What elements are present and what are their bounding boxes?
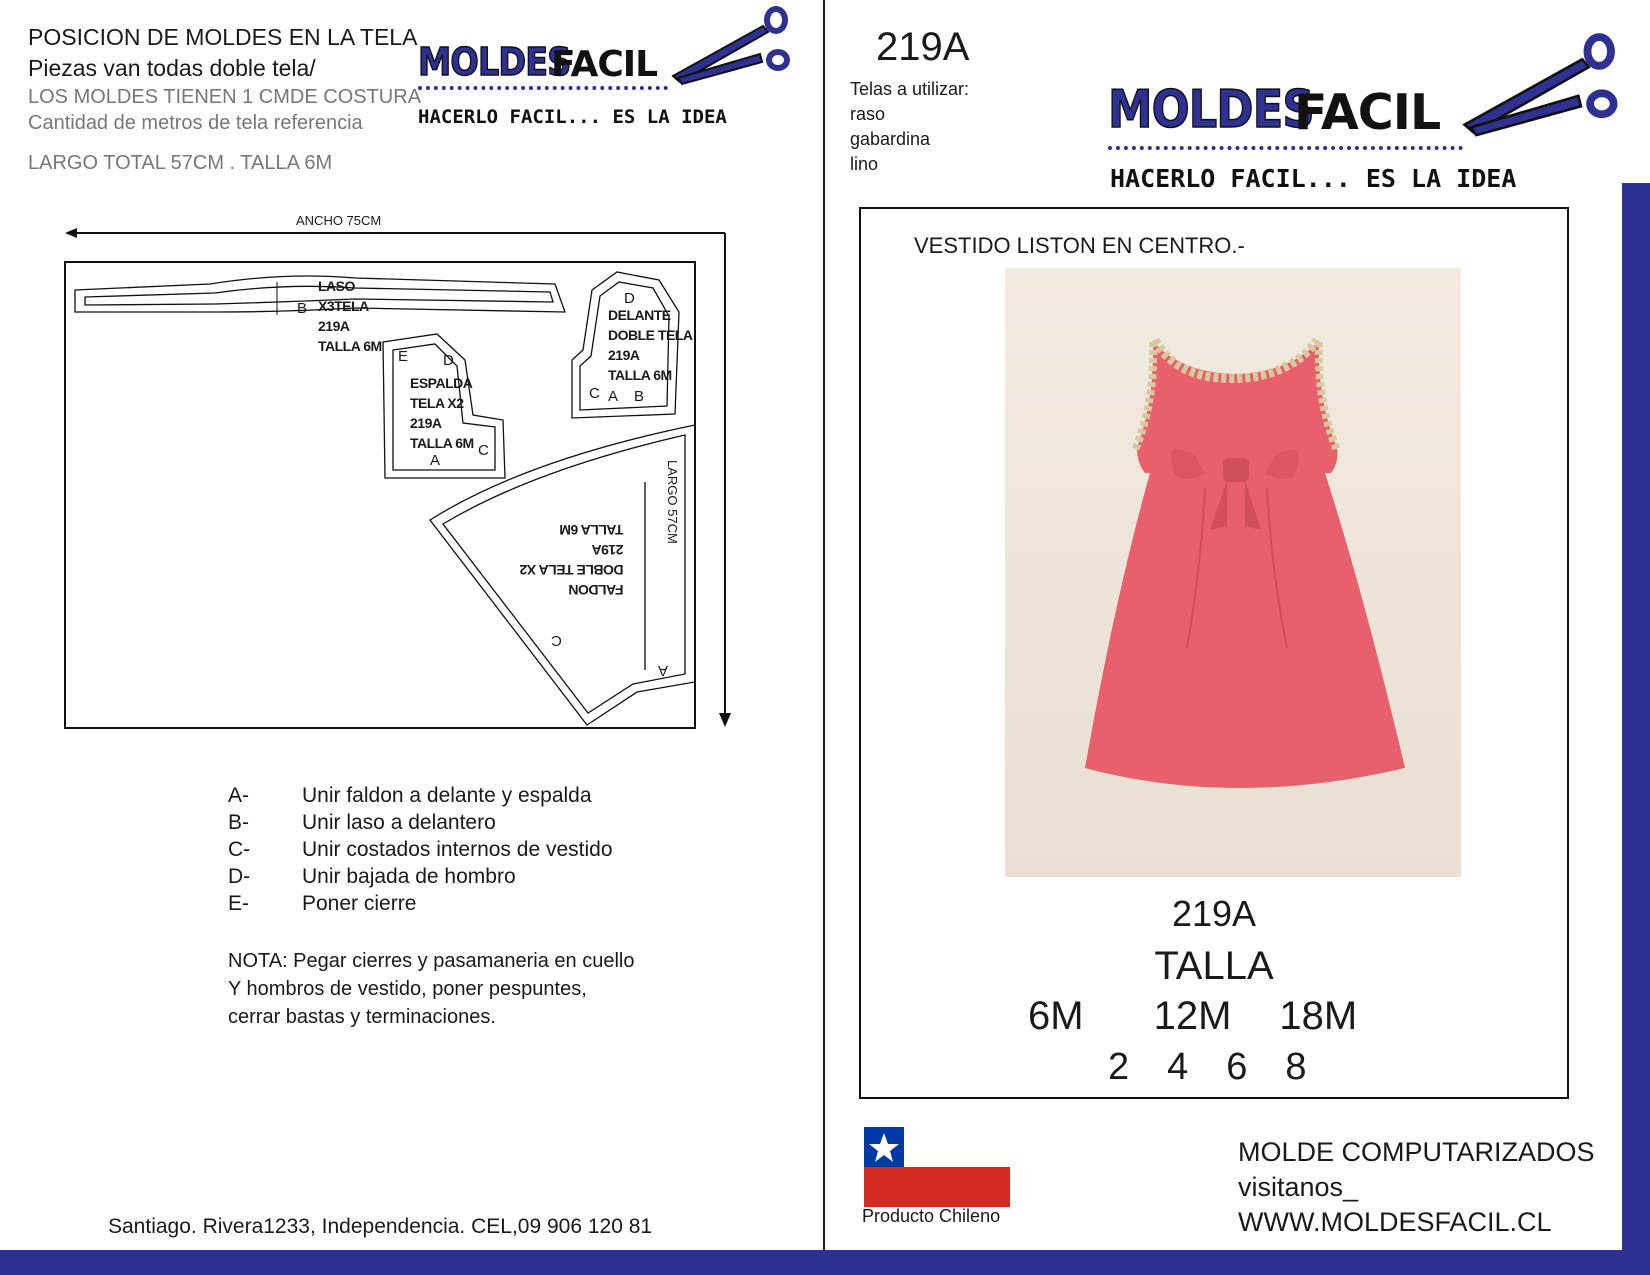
scissors-icon xyxy=(668,6,798,96)
scissors-icon xyxy=(1458,32,1628,152)
vestido-title: VESTIDO LISTON EN CENTRO.- xyxy=(914,233,1245,258)
instructions-list xyxy=(228,782,613,917)
delante-letter-d: D xyxy=(624,290,635,307)
pattern-layout xyxy=(55,220,755,740)
left-header-note: LOS MOLDES TIENEN 1 CMDE COSTURA xyxy=(28,86,422,108)
delante-letter-a: A xyxy=(608,388,619,405)
espalda-letter-a: A xyxy=(430,452,441,469)
sizes-row-1: 6M 12M 18M xyxy=(1028,994,1358,1038)
faldon-label: FALDON DOBLE TELA X2 219A TALLA 6M xyxy=(520,522,624,598)
logo-tagline: HACERLO FACIL... ES LA IDEA xyxy=(1110,164,1517,193)
molde-info: MOLDE COMPUTARIZADOS visitanos_ WWW.MOLDESFACIL.CL xyxy=(1238,1135,1595,1240)
espalda-letter-c: C xyxy=(478,442,489,459)
dress-illustration xyxy=(1005,268,1461,877)
faldon-letter-a: A xyxy=(658,662,669,679)
espalda-label: ESPALDA TELA X2 219A TALLA 6M xyxy=(410,375,474,451)
instruction-row: B- Unir laso a delantero xyxy=(228,811,496,834)
laso-label: LASO X3TELA 219A TALLA 6M xyxy=(318,278,382,354)
espalda-letter-d: D xyxy=(443,352,454,369)
ancho-label: ANCHO 75CM xyxy=(296,213,382,228)
delante-letter-c: C xyxy=(589,385,600,402)
logo-tagline: HACERLO FACIL... ES LA IDEA xyxy=(418,106,727,128)
address-text: Santiago. Rivera1233, Independencia. CEL,09 906 120 81 xyxy=(108,1215,653,1238)
logo-right xyxy=(1108,80,1628,200)
instruction-row: C- Unir costados internos de vestido xyxy=(228,838,613,861)
logo-word-moldes: MOLDES xyxy=(1108,80,1314,140)
left-header-title: POSICION DE MOLDES EN LA TELA xyxy=(28,24,418,50)
size-code: 219A xyxy=(1171,893,1257,934)
page-divider xyxy=(823,0,825,1250)
instruction-row: D- Unir bajada de hombro xyxy=(228,865,516,888)
delante-letter-b: B xyxy=(634,388,645,405)
nota-text: NOTA: Pegar cierres y pasamaneria en cuello Y hombros de vestido, poner pespuntes, cerrar bastas y terminaciones. xyxy=(228,950,635,1028)
dress-photo xyxy=(1005,268,1461,877)
telas-list: Telas a utilizar: raso gabardina lino xyxy=(850,79,970,174)
sizes-row-2: 2 4 6 8 xyxy=(1108,1046,1307,1088)
logo-left xyxy=(418,36,803,136)
delante-label: DELANTE DOBLE TELA 219A TALLA 6M xyxy=(608,307,693,383)
chile-flag-icon xyxy=(864,1127,1010,1207)
logo-word-facil: FACIL xyxy=(551,44,658,85)
instruction-row: A- Unir faldon a delante y espalda xyxy=(228,784,592,807)
faldon-letter-c: C xyxy=(551,632,562,649)
logo-word-moldes: MOLDES xyxy=(418,40,571,84)
pattern-code: 219A xyxy=(876,25,970,69)
producto-label: Producto Chileno xyxy=(862,1206,1001,1226)
espalda-letter-e: E xyxy=(398,348,409,365)
website-link[interactable]: WWW.MOLDESFACIL.CL xyxy=(1238,1207,1552,1237)
left-header-subtitle: Piezas van todas doble tela/ xyxy=(28,55,316,81)
largo-label: LARGO 57CM xyxy=(665,460,680,544)
logo-word-facil: FACIL xyxy=(1294,84,1441,141)
logo-dotted-line xyxy=(1108,146,1463,150)
bottom-bar xyxy=(0,1250,1650,1275)
laso-letter-b: B xyxy=(297,300,308,317)
instruction-row: E- Poner cierre xyxy=(228,892,417,915)
right-side-bar xyxy=(1622,183,1650,1275)
talla-label: TALLA xyxy=(1154,944,1274,988)
left-header-note-2: Cantidad de metros de tela referencia xyxy=(28,112,363,134)
logo-dotted-line xyxy=(418,86,668,90)
left-header-length: LARGO TOTAL 57CM . TALLA 6M xyxy=(28,152,333,174)
